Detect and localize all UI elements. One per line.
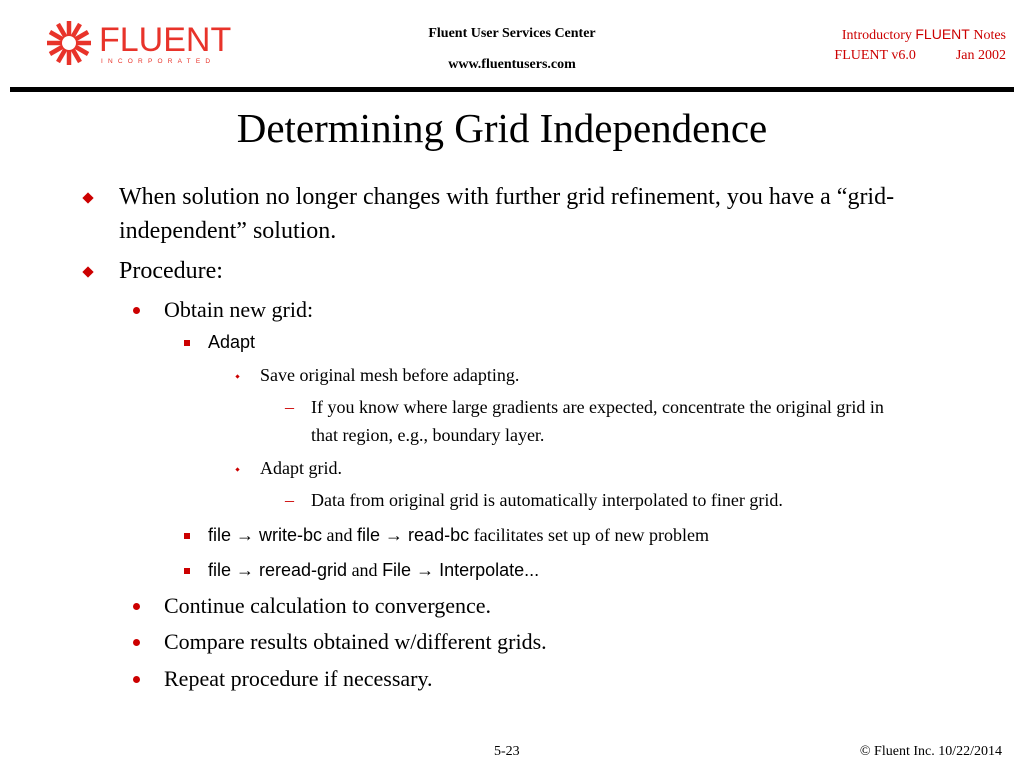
dot-bullet-icon: [133, 307, 140, 314]
header-date: Jan 2002: [955, 48, 1006, 63]
logo-wordmark: FLUENT: [99, 21, 232, 59]
bullet-interpolated: Data from original grid is automatically interpolated to finer grid.: [311, 490, 783, 510]
bullet-obtain-new-grid: Obtain new grid:: [164, 297, 314, 322]
header-center-url: www.fluentusers.com: [448, 57, 576, 72]
square-bullet-icon: [184, 340, 190, 346]
bullet-grid-independent: When solution no longer changes with further grid refinement, you have a “grid-independent” solution.: [119, 184, 895, 244]
bullet-save-mesh: Save original mesh before adapting.: [260, 365, 520, 385]
header-right-notes: [746, 24, 1006, 66]
header-center-title: Fluent User Services Center: [428, 26, 596, 41]
bullet-compare: Compare results obtained w/different grids.: [164, 629, 547, 654]
header-notes-line: Introductory FLUENT Notes: [841, 26, 1006, 43]
header-version-line: [746, 46, 1006, 66]
dot-bullet-icon: [133, 676, 140, 683]
logo-subtext: INCORPORATED: [101, 58, 216, 65]
diamond-bullet-icon: [82, 266, 93, 277]
starburst-logo-icon: [44, 18, 94, 68]
small-diamond-bullet-icon: [235, 467, 239, 471]
bullet-file-write-bc: file → write-bc and file → read-bc facilitates set up of new problem: [208, 525, 710, 545]
dot-bullet-icon: [133, 639, 140, 646]
square-bullet-icon: [184, 568, 190, 574]
dash-bullet-icon: –: [285, 397, 294, 417]
bullet-adapt: Adapt: [208, 332, 256, 352]
fluent-logo: [44, 18, 232, 68]
small-diamond-bullet-icon: [235, 374, 239, 378]
bullet-procedure: Procedure:: [119, 258, 223, 284]
dash-bullet-icon: –: [285, 490, 294, 510]
bullet-continue: Continue calculation to convergence.: [164, 593, 492, 618]
square-bullet-icon: [184, 533, 190, 539]
header-version: FLUENT v6.0: [834, 48, 916, 63]
bullet-repeat: Repeat procedure if necessary.: [164, 666, 433, 691]
bullet-file-reread-grid: file → reread-grid and File → Interpolate...: [208, 560, 540, 580]
slide-title: Determining Grid Independence: [236, 105, 768, 151]
page-number: 5-23: [494, 744, 520, 759]
dot-bullet-icon: [133, 603, 140, 610]
diamond-bullet-icon: [82, 192, 93, 203]
header-rule: [10, 87, 1014, 92]
bullet-adapt-grid: Adapt grid.: [260, 458, 342, 478]
footer-copyright: © Fluent Inc. 10/22/2014: [859, 744, 1002, 759]
bullet-concentrate-grid: If you know where large gradients are expected, concentrate the original grid in that region, e.g., boundary layer.: [311, 397, 884, 445]
